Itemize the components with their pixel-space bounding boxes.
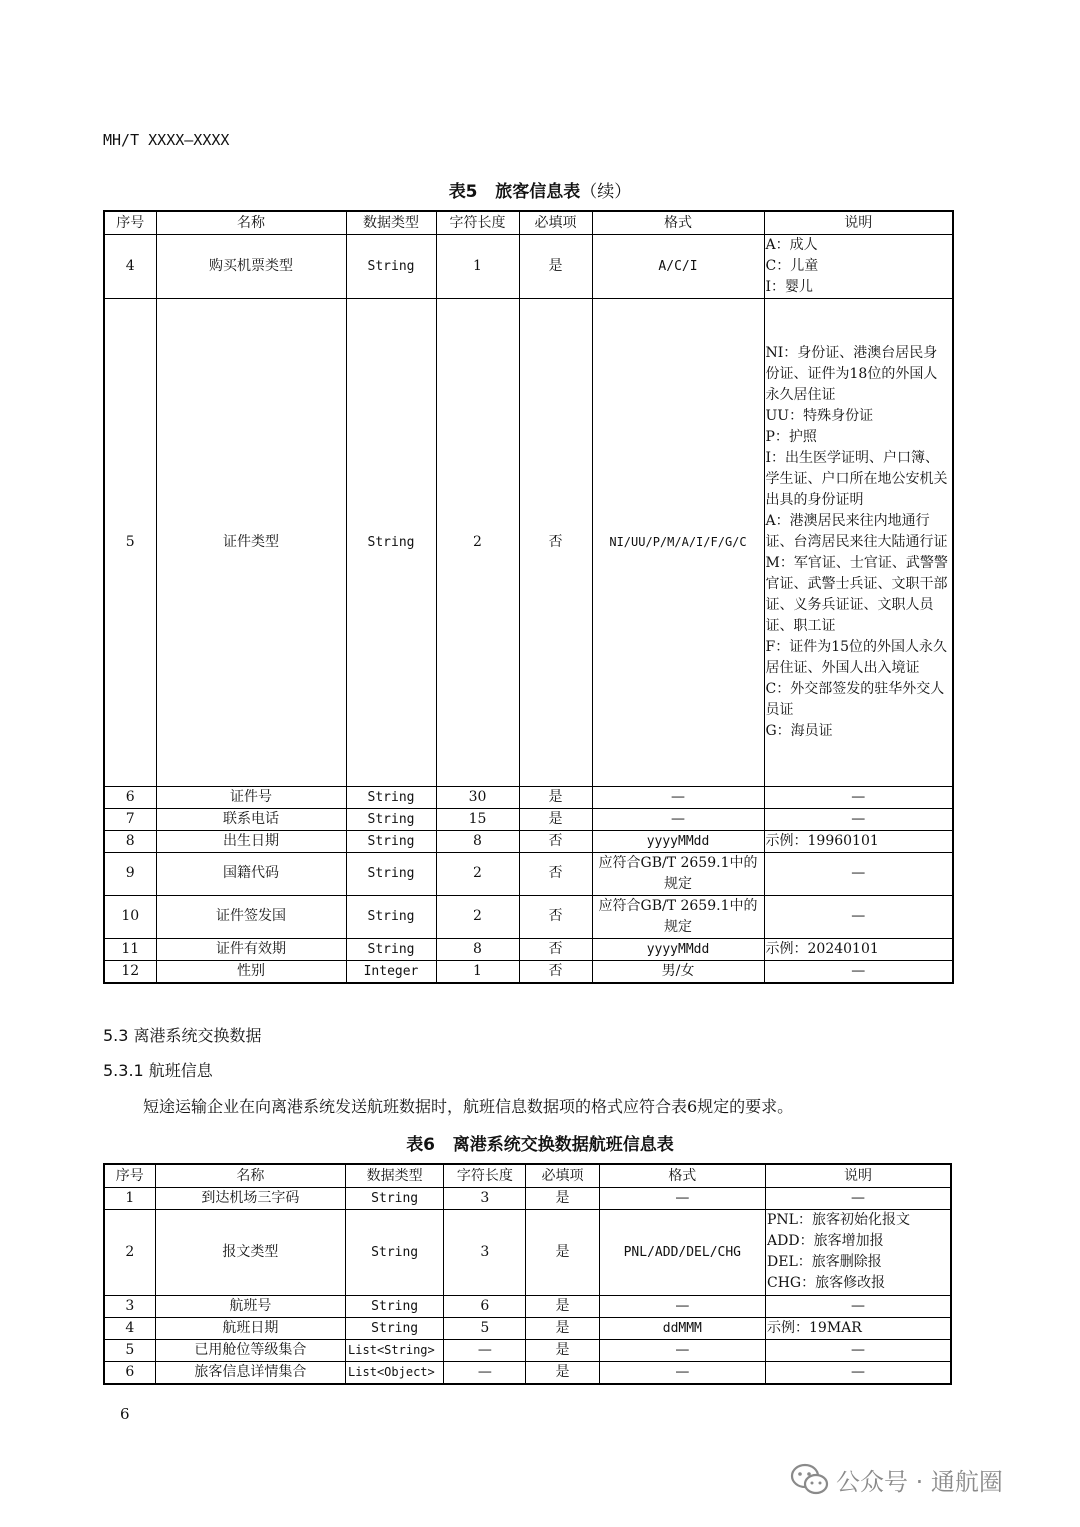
cell-name: 证件签发国 (156, 895, 346, 938)
cell-name: 出生日期 (156, 830, 346, 852)
cell-fmt: A/C/I (592, 234, 764, 298)
cell-fmt: — (599, 1295, 765, 1317)
cell-fmt: PNL/ADD/DEL/CHG (599, 1209, 765, 1295)
cell-name: 报文类型 (155, 1209, 345, 1295)
table5-header-row (104, 211, 953, 234)
cell-no: 8 (104, 830, 156, 852)
table-row (104, 1361, 951, 1384)
cell-name: 证件有效期 (156, 938, 346, 960)
cell-len: 3 (444, 1209, 526, 1295)
cell-name: 已用舱位等级集合 (155, 1339, 345, 1361)
table-row (104, 786, 953, 808)
cell-desc: — (764, 895, 953, 938)
cell-fmt: — (599, 1361, 765, 1384)
cell-fmt: — (592, 786, 764, 808)
cell-len: 1 (436, 960, 519, 983)
table6-col-name: 名称 (155, 1164, 345, 1187)
cell-desc: PNL：旅客初始化报文 ADD：旅客增加报 DEL：旅客删除报 CHG：旅客修改报 (766, 1209, 951, 1295)
table6-col-fmt: 格式 (599, 1164, 765, 1187)
cell-no: 6 (104, 1361, 155, 1384)
cell-type: String (346, 1317, 444, 1339)
cell-req: 是 (526, 1295, 599, 1317)
cell-desc: — (764, 852, 953, 895)
table5-col-type: 数据类型 (346, 211, 436, 234)
cell-type: List<Object> (346, 1361, 444, 1384)
cell-no: 5 (104, 298, 156, 786)
table-row (104, 298, 953, 786)
cell-fmt: NI/UU/P/M/A/I/F/G/C (592, 298, 764, 786)
cell-type: String (346, 298, 436, 786)
table-row (104, 1187, 951, 1209)
cell-fmt: ddMMM (599, 1317, 765, 1339)
cell-no: 7 (104, 808, 156, 830)
table-row (104, 808, 953, 830)
cell-req: 是 (519, 786, 592, 808)
cell-req: 是 (526, 1209, 599, 1295)
table5-col-req: 必填项 (519, 211, 592, 234)
cell-len: 3 (444, 1187, 526, 1209)
table5-col-desc: 说明 (764, 211, 953, 234)
table-row (104, 1209, 951, 1295)
table6-header-row (104, 1164, 951, 1187)
table-row (104, 1295, 951, 1317)
cell-type: String (346, 830, 436, 852)
table-row (104, 960, 953, 983)
table-row (104, 1339, 951, 1361)
cell-desc: 示例：19960101 (764, 830, 953, 852)
table6-col-no: 序号 (104, 1164, 155, 1187)
table6-caption (0, 1130, 1080, 1155)
cell-type: String (346, 1295, 444, 1317)
cell-name: 旅客信息详情集合 (155, 1361, 345, 1384)
cell-req: 否 (519, 830, 592, 852)
cell-desc: NI：身份证、港澳台居民身份证、证件为18位的外国人永久居住证 UU：特殊身份证 P：护照 I：出生医学证明、户口簿、学生证、户口所在地公安机关出具的身份证明 A：港澳居民来往内地通行证、台湾居民来往大陆通行证 M：军官证、士官证、武警警官证、武警士兵证、文职干部证、义务兵证证、文职人员证、职工证 F：证件为15位的外国人永久居住证、外国人出入境证 C：外交部签发的驻华外交人员证 G：海员证 (764, 298, 953, 786)
cell-desc: — (766, 1361, 951, 1384)
cell-no: 10 (104, 895, 156, 938)
cell-name: 航班号 (155, 1295, 345, 1317)
cell-no: 2 (104, 1209, 155, 1295)
cell-desc: — (766, 1295, 951, 1317)
table-row (104, 1317, 951, 1339)
cell-len: 2 (436, 298, 519, 786)
cell-len: — (444, 1339, 526, 1361)
cell-len: 2 (436, 895, 519, 938)
cell-len: 6 (444, 1295, 526, 1317)
cell-req: 否 (519, 298, 592, 786)
body-paragraph: 短途运输企业在向离港系统发送航班数据时，航班信息数据项的格式应符合表6规定的要求。 (143, 1097, 794, 1116)
cell-fmt: — (592, 808, 764, 830)
cell-req: 否 (519, 895, 592, 938)
cell-fmt: — (599, 1339, 765, 1361)
document-header: MH/T XXXX—XXXX (103, 131, 230, 149)
cell-type: String (346, 938, 436, 960)
cell-desc: — (764, 960, 953, 983)
cell-len: 1 (436, 234, 519, 298)
watermark-text: 公众号 · 通航圈 (836, 1468, 1003, 1496)
cell-len: 15 (436, 808, 519, 830)
cell-no: 5 (104, 1339, 155, 1361)
table6-caption-number: 表6 (406, 1135, 436, 1155)
cell-desc: — (766, 1187, 951, 1209)
table5-caption (0, 177, 1080, 202)
cell-name: 国籍代码 (156, 852, 346, 895)
cell-name: 购买机票类型 (156, 234, 346, 298)
cell-req: 是 (526, 1339, 599, 1361)
table6-col-type: 数据类型 (346, 1164, 444, 1187)
cell-desc: — (766, 1339, 951, 1361)
cell-desc: 示例：19MAR (766, 1317, 951, 1339)
cell-req: 是 (526, 1361, 599, 1384)
table5-caption-number: 表5 (448, 182, 478, 202)
table-row (104, 895, 953, 938)
cell-no: 3 (104, 1295, 155, 1317)
cell-type: List<String> (346, 1339, 444, 1361)
table-row (104, 234, 953, 298)
table5-col-name: 名称 (156, 211, 346, 234)
cell-fmt: 应符合GB/T 2659.1中的规定 (592, 895, 764, 938)
table5 (103, 210, 954, 984)
page-number: 6 (120, 1405, 130, 1423)
section-5-3-heading: 5.3 离港系统交换数据 (103, 1026, 262, 1045)
cell-len: 2 (436, 852, 519, 895)
cell-req: 否 (519, 938, 592, 960)
cell-name: 性别 (156, 960, 346, 983)
cell-req: 否 (519, 852, 592, 895)
cell-len: 8 (436, 830, 519, 852)
cell-type: String (346, 234, 436, 298)
cell-req: 是 (526, 1187, 599, 1209)
cell-name: 航班日期 (155, 1317, 345, 1339)
cell-no: 9 (104, 852, 156, 895)
table5-col-len: 字符长度 (436, 211, 519, 234)
table5-col-no: 序号 (104, 211, 156, 234)
table6-col-desc: 说明 (766, 1164, 951, 1187)
cell-desc: 示例：20240101 (764, 938, 953, 960)
cell-req: 否 (519, 960, 592, 983)
cell-no: 1 (104, 1187, 155, 1209)
cell-no: 4 (104, 234, 156, 298)
cell-no: 4 (104, 1317, 155, 1339)
cell-type: String (346, 1209, 444, 1295)
cell-len: 8 (436, 938, 519, 960)
watermark (790, 1462, 1003, 1497)
table5-caption-title: 旅客信息表 (495, 182, 581, 202)
cell-fmt: yyyyMMdd (592, 938, 764, 960)
cell-fmt: 应符合GB/T 2659.1中的规定 (592, 852, 764, 895)
table6-col-req: 必填项 (526, 1164, 599, 1187)
cell-desc: — (764, 786, 953, 808)
cell-type: String (346, 1187, 444, 1209)
cell-type: String (346, 786, 436, 808)
wechat-icon (790, 1463, 830, 1497)
cell-type: String (346, 852, 436, 895)
table6-col-len: 字符长度 (444, 1164, 526, 1187)
cell-req: 是 (526, 1317, 599, 1339)
cell-no: 12 (104, 960, 156, 983)
cell-req: 是 (519, 234, 592, 298)
cell-no: 11 (104, 938, 156, 960)
section-5-3-1-heading: 5.3.1 航班信息 (103, 1061, 213, 1080)
cell-fmt: 男/女 (592, 960, 764, 983)
cell-type: String (346, 808, 436, 830)
cell-no: 6 (104, 786, 156, 808)
cell-len: 30 (436, 786, 519, 808)
cell-fmt: — (599, 1187, 765, 1209)
table5-col-fmt: 格式 (592, 211, 764, 234)
cell-type: String (346, 895, 436, 938)
cell-name: 证件类型 (156, 298, 346, 786)
table-row (104, 852, 953, 895)
cell-desc: A：成人 C：儿童 I：婴儿 (764, 234, 953, 298)
table6-caption-title: 离港系统交换数据航班信息表 (452, 1135, 674, 1155)
cell-type: Integer (346, 960, 436, 983)
table6 (103, 1163, 952, 1385)
cell-len: 5 (444, 1317, 526, 1339)
cell-req: 是 (519, 808, 592, 830)
table-row (104, 938, 953, 960)
cell-desc: — (764, 808, 953, 830)
cell-len: — (444, 1361, 526, 1384)
cell-name: 到达机场三字码 (155, 1187, 345, 1209)
cell-name: 联系电话 (156, 808, 346, 830)
cell-name: 证件号 (156, 786, 346, 808)
table5-caption-continued: （续） (580, 182, 632, 202)
cell-fmt: yyyyMMdd (592, 830, 764, 852)
table-row (104, 830, 953, 852)
